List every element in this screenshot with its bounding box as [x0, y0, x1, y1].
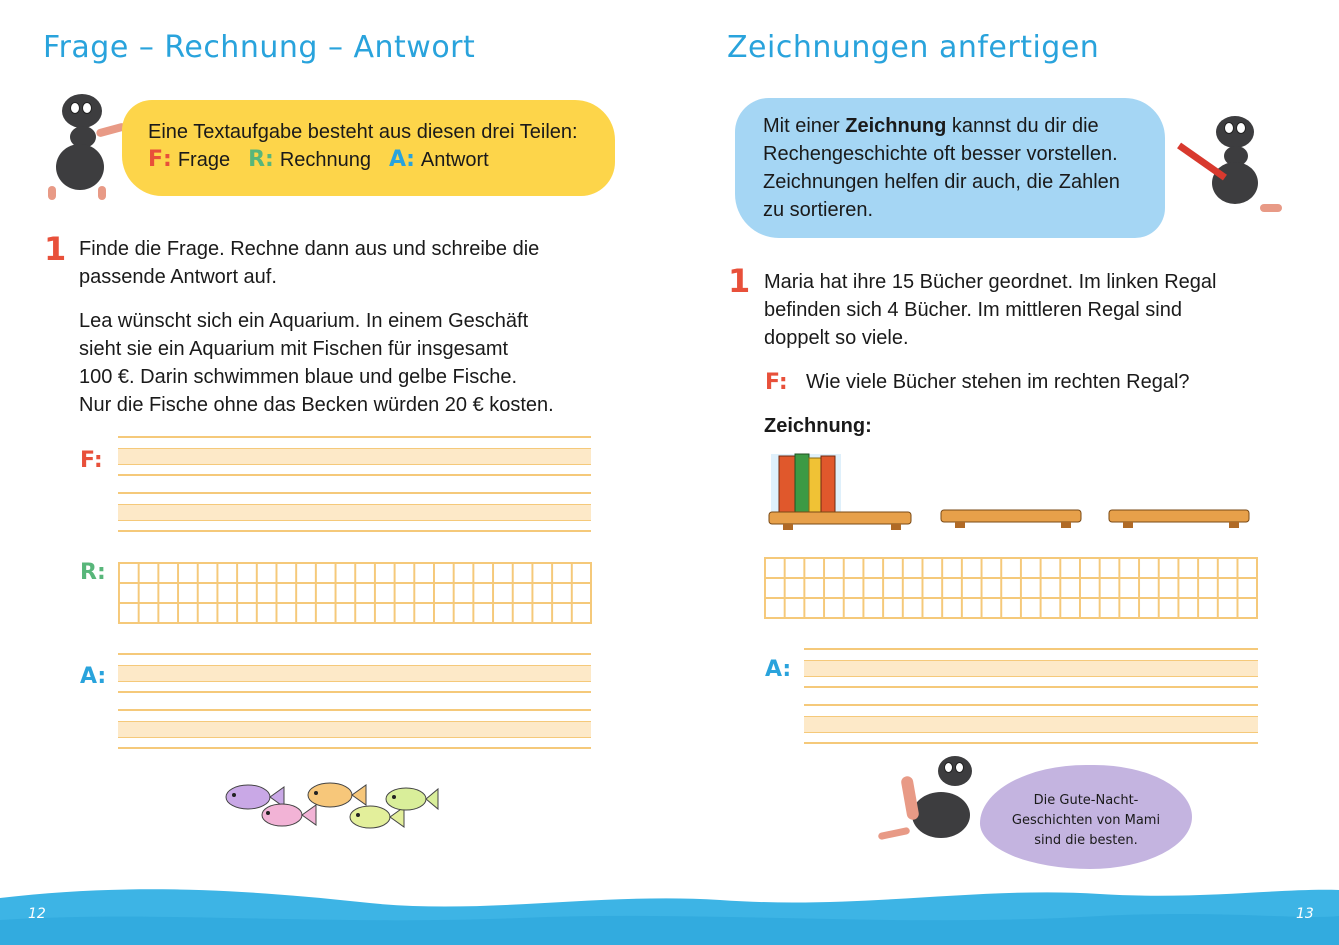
drawing-label: Zeichnung:: [764, 415, 872, 437]
legend-a-label: Antwort: [420, 149, 489, 171]
answer-writing-line[interactable]: [804, 648, 1258, 688]
story-line: Nur die Fische ohne das Becken würden 20 € kosten.: [79, 394, 554, 416]
answer-writing-line[interactable]: [118, 653, 591, 693]
task-story: [79, 307, 554, 419]
story-line: Lea wünscht sich ein Aquarium. In einem Geschäft: [79, 310, 529, 332]
page-number-right: 13: [1296, 906, 1314, 922]
legend-a-key: A: [389, 147, 407, 172]
info-line: Zeichnungen helfen dir auch, die Zahlen: [763, 171, 1120, 193]
task-instruction: [79, 235, 539, 291]
pencil-icon: [1177, 143, 1227, 181]
story-line: doppelt so viele.: [764, 327, 909, 349]
page-number-left: 12: [28, 906, 46, 922]
legend-r-key: R: [248, 147, 266, 172]
info-text: Eine Textaufgabe besteht aus diesen drei Teilen:: [148, 121, 578, 143]
question-label: F:: [80, 448, 103, 473]
answer-writing-line[interactable]: [804, 704, 1258, 744]
legend-f-label: Frage: [177, 149, 231, 171]
legend-a-sep: :: [406, 147, 415, 172]
question-writing-line[interactable]: [118, 436, 591, 476]
speech-bubble-line: Die Gute-Nacht-: [1033, 793, 1139, 808]
ant-with-pencil-illustration: [1172, 106, 1284, 218]
answer-writing-line[interactable]: [118, 709, 591, 749]
speech-bubble-line: Geschichten von Mami: [1011, 813, 1161, 828]
right-page-title: Zeichnungen anfertigen: [727, 30, 1100, 65]
bookshelves-illustration: [765, 448, 1255, 540]
legend-f-sep: :: [163, 147, 172, 172]
speech-bubble-line: sind die besten.: [1034, 833, 1138, 848]
info-bold-word: Zeichnung: [845, 115, 947, 137]
legend-r-sep: :: [265, 147, 274, 172]
info-line-end: kannst du dir die: [946, 115, 1099, 137]
info-box: [122, 100, 615, 196]
instruction-line: passende Antwort auf.: [79, 266, 277, 288]
left-page-title: Frage – Rechnung – Antwort: [43, 30, 476, 65]
legend-f-key: F: [148, 147, 164, 172]
info-line: Rechengeschichte oft besser vorstellen.: [763, 143, 1118, 165]
speech-bubble: [980, 765, 1192, 869]
ant-mascot-illustration: [40, 82, 130, 202]
calculation-label: R:: [80, 560, 106, 585]
question-text: Wie viele Bücher stehen im rechten Regal?: [806, 371, 1190, 393]
info-text: [763, 112, 1120, 224]
story-line: Maria hat ihre 15 Bücher geordnet. Im linken Regal: [764, 271, 1217, 293]
calculation-grid[interactable]: [118, 562, 592, 624]
question-writing-line[interactable]: [118, 492, 591, 532]
calculation-grid[interactable]: [764, 557, 1258, 619]
answer-label: A:: [765, 657, 792, 682]
question-label: F:: [765, 370, 788, 395]
footer-wave: [0, 880, 1339, 945]
task-story: [764, 268, 1216, 352]
task-number: 1: [44, 230, 67, 268]
task-number: 1: [728, 262, 751, 300]
info-legend: [148, 146, 489, 174]
story-line: befinden sich 4 Bücher. Im mittleren Regal sind: [764, 299, 1182, 321]
story-line: sieht sie ein Aquarium mit Fischen für insgesamt: [79, 338, 509, 360]
info-line: zu sortieren.: [763, 199, 874, 221]
info-line-start: Mit einer: [763, 115, 846, 137]
info-box: [735, 98, 1165, 238]
reading-ant-illustration: [878, 752, 978, 842]
story-line: 100 €. Darin schwimmen blaue und gelbe Fische.: [79, 366, 518, 388]
fish-illustration: [218, 775, 440, 835]
info-line: [763, 112, 1120, 140]
answer-label: A:: [80, 664, 107, 689]
legend-r-label: Rechnung: [279, 149, 372, 171]
instruction-line: Finde die Frage. Rechne dann aus und schreibe die: [79, 238, 540, 260]
